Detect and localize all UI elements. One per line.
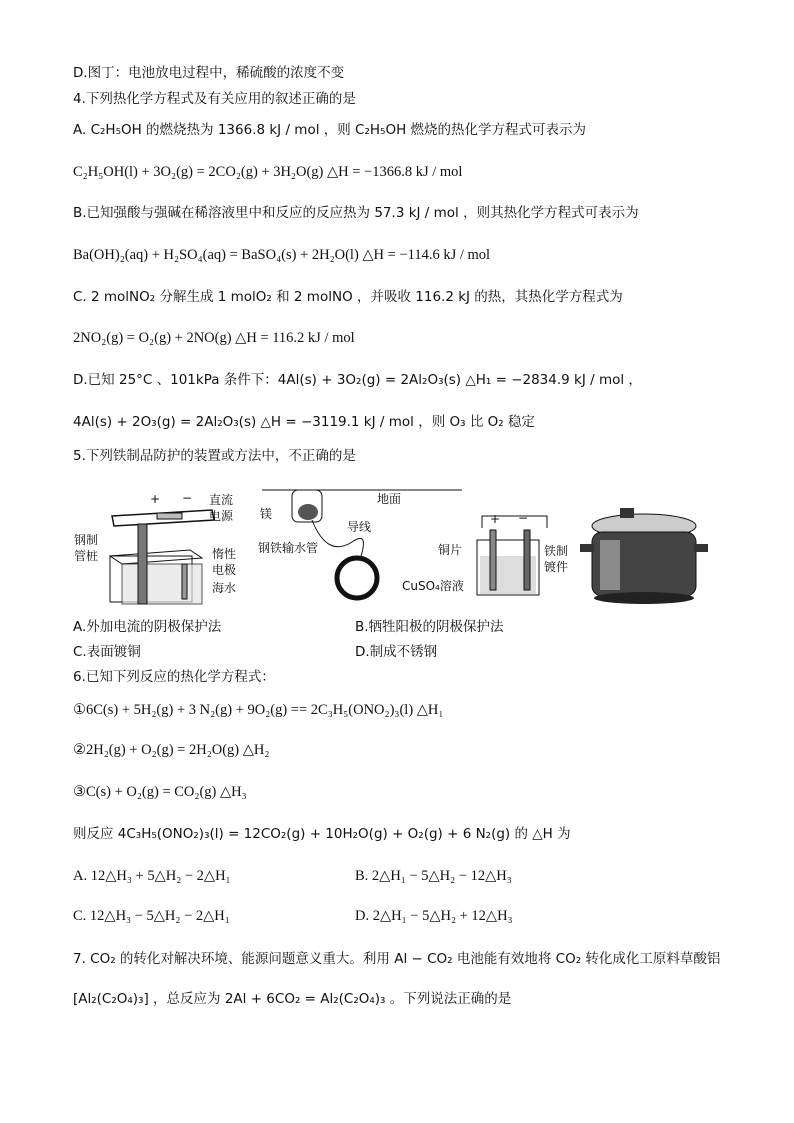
plus-sign-c: + xyxy=(490,512,501,526)
q4-option-b-equation: Ba(OH)₂(aq) + H₂SO₄(aq) = BaSO₄(s) + 2H₂O(l) △H = −114.6 kJ / mol xyxy=(73,247,491,263)
q6-option-b: B. 2△H₁ − 5△H₂ − 12△H₃ xyxy=(355,868,512,884)
q4-option-c-equation: 2NO₂(g) = O₂(g) + 2NO(g) △H = 116.2 kJ / mol xyxy=(73,330,355,346)
q5-option-b: B.牺牲阳极的阴极保护法 xyxy=(355,619,504,635)
q5-option-a: A.外加电流的阴极保护法 xyxy=(73,619,222,635)
q4-option-d: D.已知 25°C 、101kPa 条件下：4Al(s) + 3O₂(g) = 2Al₂O₃(s) △H₁ = −2834.9 kJ / mol ， xyxy=(73,372,642,388)
iron-label-2: 镀件 xyxy=(544,560,569,574)
question-4: 4.下列热化学方程式及有关应用的叙述正确的是 xyxy=(73,91,356,107)
figure-c-copper-plating xyxy=(402,511,568,595)
dc-label-1: 直流 xyxy=(209,493,234,507)
figure-a-impressed-current xyxy=(74,491,236,604)
q4-option-c: C. 2 molNO₂ 分解生成 1 molO₂ 和 2 molNO ，并吸收 116.2 kJ 的热，其热化学方程式为 xyxy=(73,289,623,305)
q4-option-b: B.已知强酸与强碱在稀溶液里中和反应的反应热为 57.3 kJ / mol ，则其热化学方程式可表示为 xyxy=(73,205,639,221)
inert-label-1: 惰性 xyxy=(212,547,237,561)
pile-label-2: 管桩 xyxy=(74,549,99,563)
inert-label-2: 电极 xyxy=(212,563,237,577)
seawater-label: 海水 xyxy=(212,581,237,595)
magnesium-label: 镁 xyxy=(260,507,273,521)
dc-label-2: 电源 xyxy=(209,509,234,523)
question-7-line-2: [Al₂(C₂O₄)₃] ，总反应为 2Al + 6CO₂ = Al₂(C₂O₄)₃ 。下列说法正确的是 xyxy=(73,991,512,1007)
pipe-label: 钢铁输水管 xyxy=(258,541,319,555)
q6-option-a: A. 12△H₃ + 5△H₂ − 2△H₁ xyxy=(73,868,231,884)
minus-sign-c: − xyxy=(518,511,529,525)
q4-option-a-equation: C₂H₅OH(l) + 3O₂(g) = 2CO₂(g) + 3H₂O(g) △H = −1366.8 kJ / mol xyxy=(73,164,463,180)
question-6: 6.已知下列反应的热化学方程式： xyxy=(73,669,275,685)
q4-option-a: A. C₂H₅OH 的燃烧热为 1366.8 kJ / mol ，则 C₂H₅OH 燃烧的热化学方程式可表示为 xyxy=(73,122,587,138)
iron-protection-figure xyxy=(72,478,722,613)
q6-option-d: D. 2△H₁ − 5△H₂ + 12△H₃ xyxy=(355,908,513,924)
question-5: 5.下列铁制品防护的装置或方法中，不正确的是 xyxy=(73,448,356,464)
wire-label: 导线 xyxy=(347,520,372,534)
q6-option-c: C. 12△H₃ − 5△H₂ − 2△H₁ xyxy=(73,908,230,924)
figure-d-stainless-pot xyxy=(580,508,708,604)
option-d-previous: D.图丁：电池放电过程中，稀硫酸的浓度不变 xyxy=(73,65,345,81)
question-7: 7. CO₂ 的转化对解决环境、能源问题意义重大。利用 Al − CO₂ 电池能有效地将 CO₂ 转化成化工原料草酸铝 xyxy=(73,951,721,967)
q5-option-d: D.制成不锈钢 xyxy=(355,644,438,660)
q5-option-c: C.表面镀铜 xyxy=(73,644,141,660)
pile-label-1: 钢制 xyxy=(74,533,99,547)
q6-equation-2: ②2H₂(g) + O₂(g) = 2H₂O(g) △H₂ xyxy=(73,742,270,758)
q6-equation-1: ①6C(s) + 5H₂(g) + 3 N₂(g) + 9O₂(g) == 2C₃H₅(ONO₂)₃(l) △H₁ xyxy=(73,702,444,718)
q4-option-d-equation: 4Al(s) + 2O₃(g) = 2Al₂O₃(s) △H = −3119.1 kJ / mol ，则 O₃ 比 O₂ 稳定 xyxy=(73,414,535,430)
ground-label: 地面 xyxy=(377,492,402,506)
minus-sign: − xyxy=(182,491,193,505)
iron-label-1: 铁制 xyxy=(544,544,569,558)
copper-label: 铜片 xyxy=(438,543,463,557)
plus-sign: + xyxy=(150,492,161,506)
q6-equation-3: ③C(s) + O₂(g) = CO₂(g) △H₃ xyxy=(73,784,247,800)
q6-question: 则反应 4C₃H₅(ONO₂)₃(l) = 12CO₂(g) + 10H₂O(g) + O₂(g) + 6 N₂(g) 的 △H 为 xyxy=(73,826,571,842)
cuso4-label: CuSO₄溶液 xyxy=(402,579,464,593)
